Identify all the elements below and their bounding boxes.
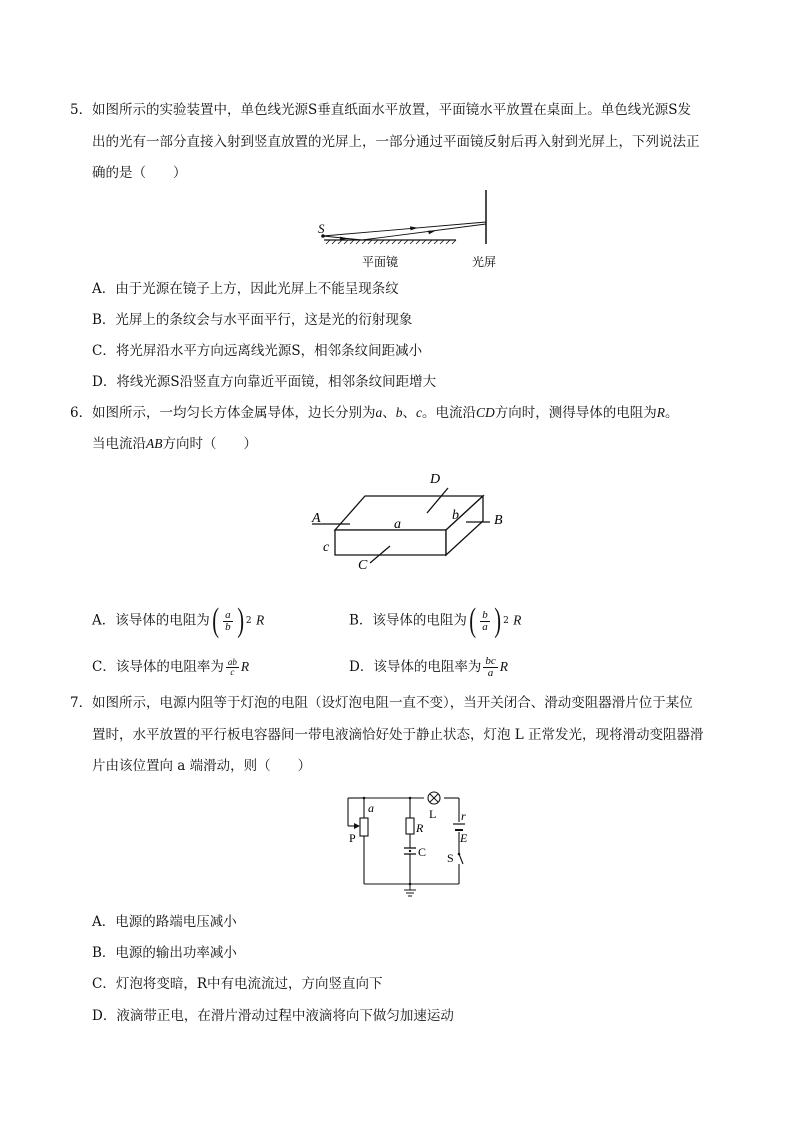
switch-blade — [459, 854, 463, 864]
q5-option-b: B．光屏上的条纹会与水平面平行，这是光的衍射现象 — [92, 312, 413, 328]
q6-option-d: D．该导体的电阻率为 $\frac{bc}{a}$ R — [349, 655, 508, 679]
q6-stem-line1: 如图所示，一均匀长方体金属导体，边长分别为a、b、c。电流沿CD方向时，测得导体的电阻为R。 — [92, 405, 679, 421]
resistor-R — [406, 818, 414, 834]
q5-stem-line1: 如图所示的实验装置中，单色线光源S垂直纸面水平放置，平面镜水平放置在桌面上。单色线光源S发 — [92, 102, 691, 118]
q5-stem-line2: 出的光有一部分直接入射到竖直放置的光屏上，一部分通过平面镜反射后再入射到光屏上，下列说法正 — [92, 134, 700, 150]
q5-option-d: D．将线光源S沿竖直方向靠近平面镜，相邻条纹间距增大 — [92, 374, 437, 390]
mirror-label: 平面镜 — [362, 255, 399, 269]
q5-option-a: A．由于光源在镜子上方，因此光屏上不能呈现条纹 — [92, 281, 399, 297]
q6-option-c: C．该导体的电阻率为 $\frac{ab}{c}$ R — [92, 657, 250, 677]
label-B: B — [494, 513, 503, 528]
label-C: C — [418, 845, 427, 859]
q7-stem-line1: 如图所示，电源内阻等于灯泡的电阻（设灯泡电阻一直不变），当开关闭合、滑动变阻器滑片位于某位 — [92, 695, 693, 711]
label-A: A — [312, 511, 321, 526]
label-L: L — [429, 807, 437, 821]
label-r: r — [461, 809, 466, 823]
cuboid-front-face — [335, 530, 446, 555]
q7-stem-line2: 置时，水平放置的平行板电容器间一带电液滴恰好处于静止状态，灯泡 L 正常发光，现将滑动变阻器滑 — [92, 727, 704, 743]
rheostat-body — [360, 818, 368, 836]
label-a: a — [368, 801, 374, 815]
q5-number: 5． — [70, 102, 93, 118]
q6-stem-line2: 当电流沿AB方向时（ ） — [92, 436, 257, 452]
screen-label: 光屏 — [472, 255, 497, 269]
q6-number: 6． — [70, 405, 93, 421]
q5-option-c: C．将光屏沿水平方向远离线光源S，相邻条纹间距减小 — [92, 343, 423, 359]
q7-option-a: A．电源的路端电压减小 — [92, 914, 237, 930]
label-C: C — [358, 558, 368, 573]
label-E: E — [460, 831, 468, 845]
label-c: c — [323, 540, 330, 555]
label-b: b — [452, 508, 459, 523]
label-R: R — [416, 821, 424, 835]
label-P: P — [349, 831, 356, 845]
droplet — [409, 850, 411, 852]
q6-option-a: A．该导体的电阻为 ( $\frac{a}{b}$ ) 2 R — [92, 602, 265, 639]
source-label: S — [318, 221, 325, 236]
label-S: S — [447, 851, 454, 865]
label-a: a — [394, 517, 401, 532]
q6-option-b: B．该导体的电阻为 ( $\frac{b}{a}$ ) 2 R — [349, 602, 522, 639]
q7-option-b: B．电源的输出功率减小 — [92, 945, 237, 961]
q7-option-c: C．灯泡将变暗，R中有电流流过，方向竖直向下 — [92, 976, 383, 992]
q5-mirror-figure — [310, 188, 510, 272]
q7-circuit-figure — [334, 788, 474, 900]
q6-cuboid-figure — [300, 466, 520, 578]
q7-option-d: D．液滴带正电，在滑片滑动过程中液滴将向下做匀加速运动 — [92, 1008, 454, 1024]
q7-stem-line3: 片由该位置向 a 端滑动，则（ ） — [92, 758, 312, 774]
q5-stem-line3: 确的是（ ） — [92, 165, 187, 181]
q7-number: 7． — [70, 695, 93, 711]
reflected-ray — [362, 224, 486, 240]
label-D: D — [430, 472, 441, 487]
mirror-hatching — [326, 240, 456, 244]
slider-arrow — [354, 823, 360, 829]
ground-symbol — [404, 884, 416, 896]
direct-ray — [323, 222, 486, 236]
